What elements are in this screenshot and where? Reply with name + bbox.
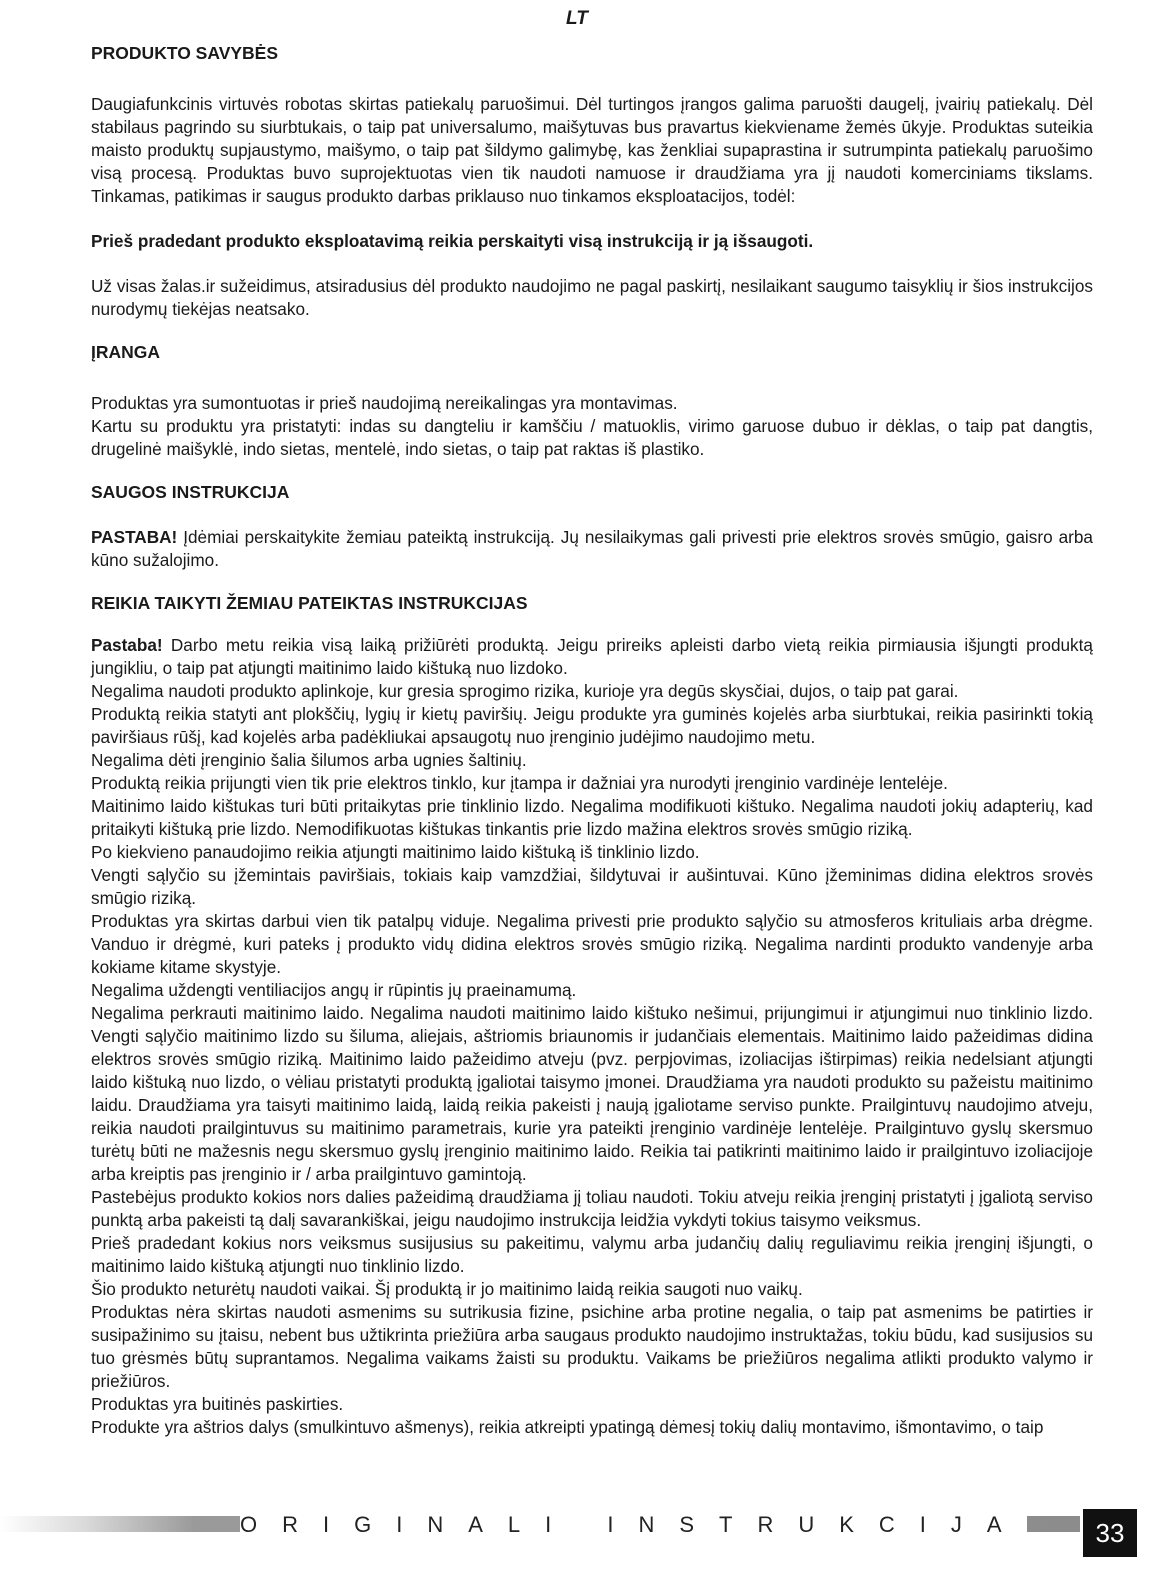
section-title-features: PRODUKTO SAVYBĖS [91, 43, 279, 63]
rule-item: Produktą reikia prijungti vien tik prie elektros tinklo, kur įtampa ir dažniai yra nurodyti įrenginio vardinėje lentelėje. [91, 773, 948, 793]
footer-label: ORIGINALI INSTRUKCIJA [240, 1512, 1027, 1537]
apply-instructions-heading: REIKIA TAIKYTI ŽEMIAU PATEIKTAS INSTRUKCIJAS [91, 593, 528, 613]
note-label: PASTABA! [91, 527, 178, 547]
read-instructions-warning: Prieš pradedant produkto eksploatavimą reikia perskaityti visą instrukciją ir ją išsaugoti. [91, 231, 814, 251]
pastaba-note [91, 634, 1093, 680]
rule-item: Negalima naudoti produkto aplinkoje, kur gresia sprogimo rizika, kurioje yra degūs skysčiai, dujos, o taip pat garai. [91, 681, 959, 701]
rule-item: Produktas yra buitinės paskirties. [91, 1394, 344, 1414]
rule-item: Prieš pradedant kokius nors veiksmus susijusius su pakeitimu, valymu arba judančių dalių reguliavimu reikia įrenginį išjungti, o maitinimo laido kištuką atjungti nuo tinklinio lizdo. [91, 1233, 1093, 1276]
liability-paragraph: Už visas žalas.ir sužeidimus, atsiradusius dėl produkto naudojimo ne pagal paskirtį, nesilaikant saugumo taisyklių ir šios instrukcijos nurodymų tiekėjas neatsako. [91, 276, 1093, 319]
rule-item: Produktą reikia statyti ant plokščių, lygių ir kietų paviršių. Jeigu produkte yra guminės kojelės arba siurbtukai, reikia pasirinkti tokią paviršiaus rūšį, kad kojelės arba padėkliukai apsaugotų nuo įrenginio judėjimo naudojimo metu. [91, 704, 1093, 747]
pastaba-text: Darbo metu reikia visą laiką prižiūrėti produktą. Jeigu prireiks apleisti darbo vietą reikia pirmiausia išjungti produktą jungikliu, o taip pat atjungti maitinimo laido kištuką nuo lizdoko. [91, 635, 1093, 678]
rule-item: Pastebėjus produkto kokios nors dalies pažeidimą draudžiama jį toliau naudoti. Tokiu atveju reikia įrenginį pristatyti į įgaliotą serviso punktą arba pakeisti tą dalį savarankiškai, jeigu naudojimo instrukcija leidžia vykdyti tokius taisymo veiksmus. [91, 1187, 1093, 1230]
rule-item: Vengti sąlyčio su įžemintais paviršiais, tokiais kaip vamzdžiai, šildytuvai ir aušintuvai. Kūno įžeminimas didina elektros srovės smūgio riziką. [91, 865, 1093, 908]
rule-item: Produktas yra skirtas darbui vien tik patalpų viduje. Negalima privesti prie produkto sąlyčio su atmosferos krituliais arba drėgme. Vanduo ir drėgmė, kuri pateks į produkto vidų didina elektros srovės smūgio riziką. Negalima nardinti produkto vandenyje arba kokiame kitame skystyje. [91, 911, 1093, 977]
rule-item: Šio produkto neturėtų naudoti vaikai. Šį produktą ir jo maitinimo laidą reikia saugoti nuo vaikų. [91, 1279, 803, 1299]
page-number: 33 [1083, 1509, 1137, 1557]
document-body [91, 41, 1093, 1439]
section-title-safety: SAUGOS INSTRUKCIJA [91, 482, 290, 502]
rule-item: Negalima dėti įrenginio šalia šilumos arba ugnies šaltinių. [91, 750, 527, 770]
safety-note [91, 526, 1093, 572]
rule-item: Produktas nėra skirtas naudoti asmenims su sutrikusia fizine, psichine arba protine negalia, o taip pat asmenims be patirties ir susipažinimo su įtaisu, nebent bus užtikrinta priežiūra arba saugaus produkto naudojimo instruktažas, tokiu būdu, kad susijusios su tuo grėsmės būtų suprantamos. Negalima vaikams žaisti su produktu. Vaikams be priežiūros negalima atlikti produkto valymo ir priežiūros. [91, 1302, 1093, 1391]
rule-item: Produkte yra aštrios dalys (smulkintuvo ašmenys), reikia atkreipti ypatingą dėmesį tokių dalių montavimo, išmontavimo, o taip [91, 1417, 1044, 1437]
rule-item: Negalima perkrauti maitinimo laido. Negalima naudoti maitinimo laido kištuko nešimui, prijungimui ir atjungimui nuo tinklinio lizdo. Vengti sąlyčio maitinimo lizdo su šiluma, aliejais, aštriomis briaunomis ir judančiais elementais. Maitinimo laido pažeidimas didina elektros srovės smūgio riziką. Maitinimo laido pažeidimo atveju (pvz. perpjovimas, izoliacijas ištirpimas) reikia nedelsiant atjungti laido kištuką nuo lizdo, o vėliau pristatyti produktą įgaliotai taisymo įmonei. Draudžiama yra naudoti produkto su pažeistu maitinimo laidu. Draudžiama yra taisyti maitinimo laidą, laidą reikia pakeisti į naują įgaliotame serviso punkte. Prailgintuvų naudojimo atveju, reikia naudoti prailgintuvus su maitinimo parametrais, kurie yra pateikti įrenginio vardinėje lentelėje. Prailgintuvo gyslų skersmuo turėtų būti ne mažesnis negu skersmuo gyslų įrenginio maitinimo laido. Reikia tai patikrinti maitinimo laido ir prailgintuvo izoliacijoje arba kreiptis pas įrenginio ir / arba prailgintuvo gamintoją. [91, 1003, 1093, 1184]
pastaba-label: Pastaba! [91, 635, 163, 655]
rule-item: Po kiekvieno panaudojimo reikia atjungti maitinimo laido kištuką iš tinklinio lizdo. [91, 842, 700, 862]
section-title-equipment: ĮRANGA [91, 342, 161, 362]
rule-item: Maitinimo laido kištukas turi būti pritaikytas prie tinklinio lizdo. Negalima modifikuoti kištuko. Negalima naudoti jokių adapterių, kad pritaikyti kištuką prie lizdo. Nemodifikuotas kištukas tinkantis prie lizdo mažina elektros srovės smūgio riziką. [91, 796, 1093, 839]
equipment-line-1: Produktas yra sumontuotas ir prieš naudojimą nereikalingas yra montavimas. [91, 393, 678, 413]
features-paragraph: Daugiafunkcinis virtuvės robotas skirtas patiekalų paruošimui. Dėl turtingos įrangos galima paruošti daugelį, įvairių patiekalų. Dėl stabilaus pagrindo su siurbtukais, o taip pat universalumo, maišytuvas bus pravartus kiekviename žemės ūkyje. Produktas suteikia maisto produktų supjaustymo, maišymo, o taip pat šildymo galimybę, kas ženkliai supaprastina ir sutrumpinta patiekalų paruošimo visą procesą. Produktas buvo suprojektuotas vien tik naudoti namuose ir draudžiama yra jį naudoti komerciniams tikslams. Tinkamas, patikimas ir saugus produkto darbas priklauso nuo tinkamos eksploatacijos, todėl: [91, 94, 1093, 206]
language-code: LT [566, 8, 588, 29]
note-text: Įdėmiai perskaitykite žemiau pateiktą instrukciją. Jų nesilaikymas gali privesti prie elektros srovės smūgio, gaisro arba kūno sužalojimo. [91, 527, 1093, 570]
rule-item: Negalima uždengti ventiliacijos angų ir rūpintis jų praeinamumą. [91, 980, 577, 1000]
equipment-line-2: Kartu su produktu yra pristatyti: indas su dangteliu ir kamščiu / matuoklis, virimo garuose dubuo ir dėklas, o taip pat dangtis, drugelinė maišyklė, indo sietas, mentelė, indo sietas, o taip pat raktas iš plastiko. [91, 416, 1093, 459]
